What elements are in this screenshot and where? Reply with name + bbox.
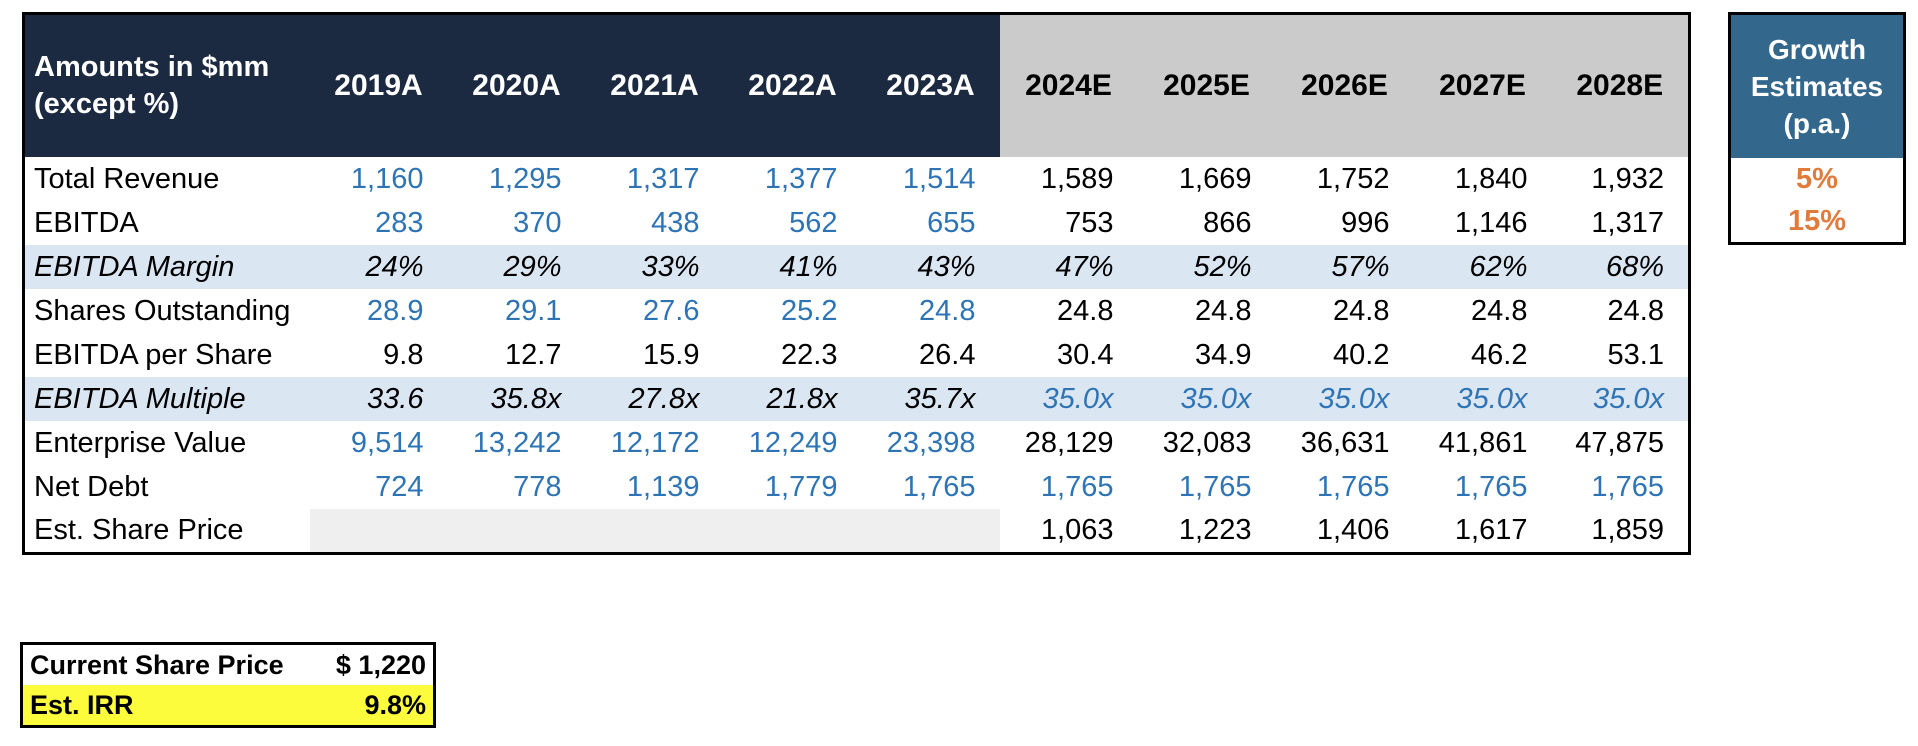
cell-2019A: 9,514 — [350, 426, 424, 459]
cell-2019A — [310, 509, 448, 553]
cell-2023A: 35.7x — [904, 382, 976, 415]
current-share-price-row — [23, 645, 433, 685]
cell-2021A — [586, 509, 724, 553]
cell-2028E: 1,859 — [1591, 513, 1664, 546]
cell-2023A: 1,765 — [902, 470, 976, 503]
cell-2024E: 35.0x — [1042, 382, 1114, 415]
share-price-irr-box — [20, 642, 436, 728]
cell-2020A — [448, 509, 586, 553]
cell-2028E: 24.8 — [1607, 294, 1664, 327]
cell-2028E: 53.1 — [1607, 338, 1664, 371]
cell-2023A: 23,398 — [886, 426, 976, 459]
corner-header-cell — [24, 14, 310, 158]
cell-2021A: 27.6 — [643, 294, 700, 327]
cell-2025E: 1,223 — [1178, 513, 1252, 546]
cell-2028E: 1,317 — [1591, 206, 1664, 239]
cell-2019A: 283 — [375, 206, 424, 239]
cell-2022A: 25.2 — [781, 294, 838, 327]
corner-label-line2: (except %) — [34, 88, 180, 120]
table-body — [24, 157, 1690, 553]
cell-2020A: 35.8x — [490, 382, 562, 415]
column-header-2023A: 2023A — [862, 14, 1000, 158]
row-label: Enterprise Value — [34, 426, 247, 459]
row-label: Net Debt — [34, 470, 149, 503]
cell-2026E: 1,406 — [1316, 513, 1390, 546]
cell-2021A: 15.9 — [643, 338, 700, 371]
column-header-2019A: 2019A — [310, 14, 448, 158]
cell-2024E: 1,063 — [1040, 513, 1114, 546]
table-row — [24, 509, 1690, 553]
column-header-2028E: 2028E — [1552, 14, 1690, 158]
row-label: Est. Share Price — [34, 513, 244, 546]
cell-2025E: 52% — [1193, 250, 1252, 283]
cell-2022A: 1,779 — [764, 470, 838, 503]
cell-2019A: 9.8 — [383, 338, 424, 371]
cell-2020A: 12.7 — [505, 338, 562, 371]
cell-2024E: 47% — [1055, 250, 1114, 283]
cell-2022A: 21.8x — [766, 382, 838, 415]
cell-2023A — [862, 509, 1000, 553]
cell-2024E: 24.8 — [1057, 294, 1114, 327]
cell-2022A: 12,249 — [748, 426, 838, 459]
cell-2019A: 24% — [365, 250, 424, 283]
row-label: Total Revenue — [34, 162, 220, 195]
cell-2023A: 26.4 — [919, 338, 976, 371]
cell-2025E: 24.8 — [1195, 294, 1252, 327]
cell-2021A: 1,317 — [626, 162, 700, 195]
column-header-2027E: 2027E — [1414, 14, 1552, 158]
cell-2027E: 35.0x — [1456, 382, 1528, 415]
cell-2020A: 370 — [513, 206, 562, 239]
cell-2027E: 46.2 — [1471, 338, 1528, 371]
cell-2026E: 1,752 — [1316, 162, 1390, 195]
row-label: EBITDA Multiple — [34, 382, 246, 415]
growth-title-line2: Estimates — [1750, 71, 1884, 102]
table-header — [24, 14, 1690, 158]
cell-2021A: 33% — [641, 250, 700, 283]
corner-label-line1: Amounts in $mm — [34, 51, 270, 83]
cell-2027E: 62% — [1469, 250, 1528, 283]
cell-2020A: 1,295 — [488, 162, 562, 195]
cell-2019A: 33.6 — [367, 382, 424, 415]
table-row — [24, 201, 1690, 245]
cell-2027E: 24.8 — [1471, 294, 1528, 327]
cell-2027E: 1,146 — [1454, 206, 1528, 239]
column-header-2022A: 2022A — [724, 14, 862, 158]
cell-2025E: 1,669 — [1178, 162, 1252, 195]
cell-2028E: 35.0x — [1593, 382, 1664, 415]
table-row — [24, 377, 1690, 421]
table-row — [24, 333, 1690, 377]
column-header-2025E: 2025E — [1138, 14, 1276, 158]
cell-2021A: 12,172 — [610, 426, 700, 459]
cell-2022A: 22.3 — [781, 338, 838, 371]
cell-2024E: 1,765 — [1040, 470, 1114, 503]
est-irr-label: Est. IRR — [30, 689, 134, 720]
table-row — [24, 465, 1690, 509]
table-row — [24, 245, 1690, 289]
row-label: EBITDA — [34, 206, 139, 239]
cell-2028E: 68% — [1605, 250, 1664, 283]
cell-2027E: 1,617 — [1454, 513, 1528, 546]
cell-2027E: 41,861 — [1438, 426, 1528, 459]
cell-2020A: 29.1 — [505, 294, 562, 327]
cell-2027E: 1,840 — [1454, 162, 1528, 195]
cell-2025E: 866 — [1203, 206, 1252, 239]
column-header-2024E: 2024E — [1000, 14, 1138, 158]
cell-2021A: 438 — [651, 206, 700, 239]
table-row — [24, 157, 1690, 201]
row-label: Shares Outstanding — [34, 294, 291, 327]
est-irr-row — [23, 685, 433, 725]
cell-2023A: 1,514 — [902, 162, 976, 195]
cell-2023A: 24.8 — [919, 294, 976, 327]
cell-2026E: 24.8 — [1333, 294, 1390, 327]
cell-2026E: 40.2 — [1333, 338, 1390, 371]
cell-2028E: 1,765 — [1591, 470, 1664, 503]
cell-2028E: 47,875 — [1575, 426, 1664, 459]
est-irr-value: 9.8% — [364, 689, 426, 720]
cell-2023A: 655 — [927, 206, 976, 239]
cell-2022A: 1,377 — [764, 162, 838, 195]
cell-2022A: 562 — [789, 206, 838, 239]
current-share-price-label: Current Share Price — [30, 649, 284, 680]
growth-estimates-box — [1728, 12, 1906, 245]
valuation-table — [22, 12, 1691, 555]
ebitda-growth-estimate: 15% — [1787, 205, 1847, 237]
cell-2020A: 778 — [513, 470, 562, 503]
cell-2024E: 753 — [1065, 206, 1114, 239]
cell-2026E: 996 — [1341, 206, 1390, 239]
table-row — [24, 289, 1690, 333]
growth-estimates-header — [1731, 15, 1903, 158]
cell-2026E: 1,765 — [1316, 470, 1390, 503]
column-header-2020A: 2020A — [448, 14, 586, 158]
cell-2024E: 28,129 — [1024, 426, 1114, 459]
cell-2028E: 1,932 — [1591, 162, 1664, 195]
cell-2025E: 32,083 — [1162, 426, 1252, 459]
cell-2019A: 28.9 — [367, 294, 424, 327]
current-share-price-value: $ 1,220 — [335, 649, 426, 680]
cell-2021A: 27.8x — [628, 382, 700, 415]
row-label: EBITDA Margin — [34, 250, 235, 283]
cell-2025E: 1,765 — [1178, 470, 1252, 503]
cell-2023A: 43% — [917, 250, 976, 283]
cell-2021A: 1,139 — [626, 470, 700, 503]
table-row — [24, 421, 1690, 465]
cell-2024E: 1,589 — [1040, 162, 1114, 195]
cell-2024E: 30.4 — [1057, 338, 1114, 371]
cell-2020A: 13,242 — [472, 426, 562, 459]
revenue-growth-estimate: 5% — [1796, 163, 1838, 195]
cell-2022A: 41% — [779, 250, 838, 283]
column-header-2021A: 2021A — [586, 14, 724, 158]
cell-2026E: 35.0x — [1318, 382, 1390, 415]
cell-2025E: 34.9 — [1195, 338, 1252, 371]
cell-2019A: 724 — [375, 470, 424, 503]
cell-2026E: 36,631 — [1300, 426, 1390, 459]
cell-2025E: 35.0x — [1180, 382, 1252, 415]
cell-2022A — [724, 509, 862, 553]
growth-title-line3: (p.a.) — [1783, 108, 1851, 139]
cell-2020A: 29% — [503, 250, 562, 283]
cell-2019A: 1,160 — [350, 162, 424, 195]
cell-2026E: 57% — [1331, 250, 1390, 283]
header-row — [24, 14, 1690, 158]
row-label: EBITDA per Share — [34, 338, 273, 371]
growth-title-line1: Growth — [1768, 34, 1866, 65]
column-header-2026E: 2026E — [1276, 14, 1414, 158]
cell-2027E: 1,765 — [1454, 470, 1528, 503]
